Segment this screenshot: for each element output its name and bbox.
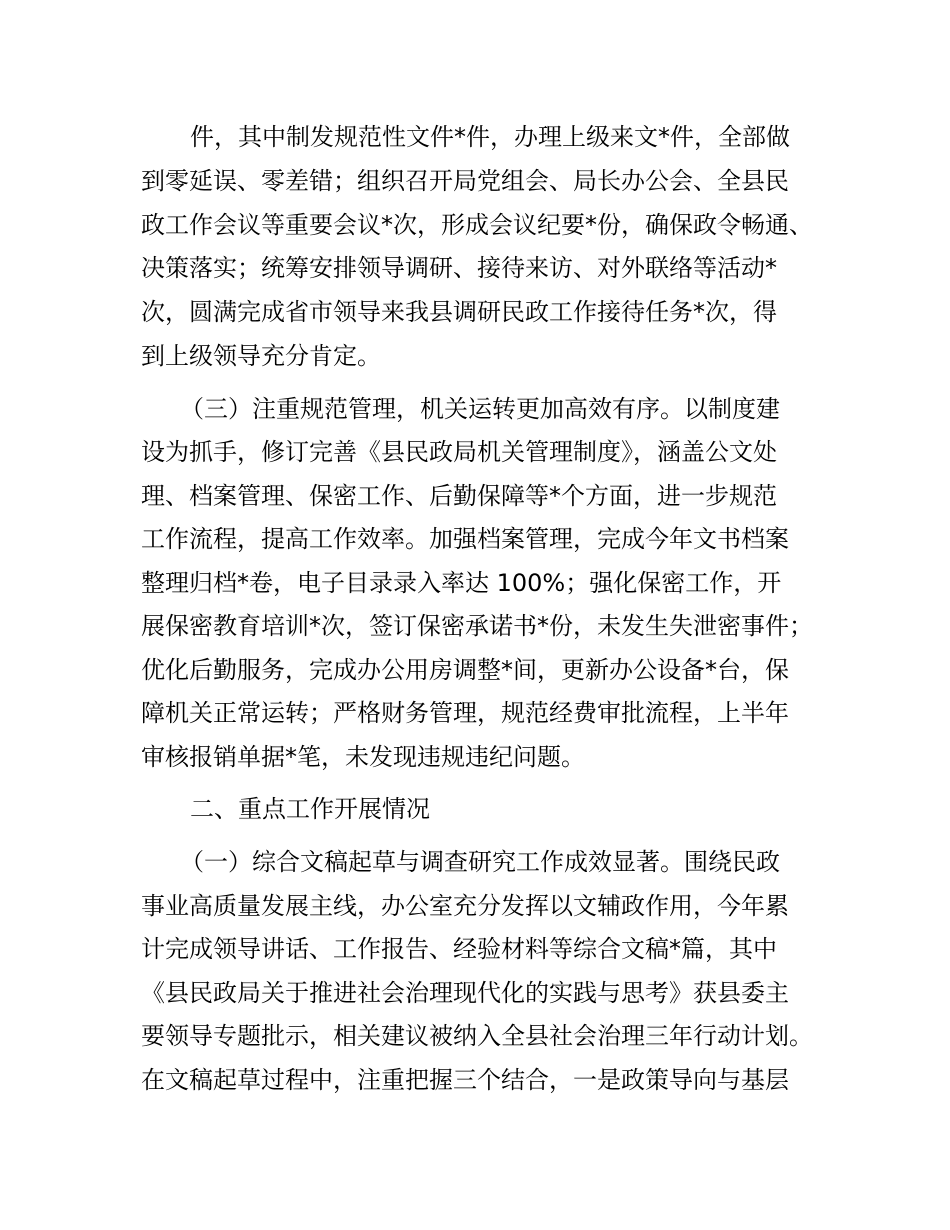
paragraph-line: 要领导专题批示，相关建议被纳入全县社会治理三年行动计划。 <box>141 1022 813 1050</box>
paragraph-line: 《县民政局关于推进社会治理现代化的实践与思考》获县委主 <box>141 979 789 1007</box>
paragraph-line: 事业高质量发展主线，办公室充分发挥以文辅政作用，今年累 <box>141 892 789 920</box>
paragraph-line: 到零延误、零差错；组织召开局党组会、局长办公会、全县民 <box>141 167 789 195</box>
paragraph-line: 工作流程，提高工作效率。加强档案管理，完成今年文书档案 <box>141 525 789 553</box>
paragraph-line: 审核报销单据*笔，未发现违规违纪问题。 <box>141 743 585 771</box>
paragraph-line: 次，圆满完成省市领导来我县调研民政工作接待任务*次，得 <box>141 298 777 326</box>
chapter-heading: 二、重点工作开展情况 <box>190 795 430 823</box>
paragraph-line: 展保密教育培训*次，签订保密承诺书*份，未发生失泄密事件； <box>141 612 813 640</box>
section-heading-line: （三）注重规范管理，机关运转更加高效有序。以制度建 <box>180 395 780 423</box>
section-heading-line: （一）综合文稿起草与调查研究工作成效显著。围绕民政 <box>180 848 780 876</box>
paragraph-line: 政工作会议等重要会议*次，形成会议纪要*份，确保政令畅通、 <box>141 211 813 239</box>
paragraph-line: 计完成领导讲话、工作报告、经验材料等综合文稿*篇，其中 <box>141 935 777 963</box>
paragraph-line: 设为抓手，修订完善《县民政局机关管理制度》，涵盖公文处 <box>141 438 777 466</box>
paragraph-line: 决策落实；统筹安排领导调研、接待来访、对外联络等活动* <box>141 254 777 282</box>
paragraph-line: 障机关正常运转；严格财务管理，规范经费审批流程，上半年 <box>141 699 789 727</box>
paragraph-line: 整理归档*卷，电子目录录入率达 100%；强化保密工作，开 <box>141 569 782 597</box>
paragraph-line: 优化后勤服务，完成办公用房调整*间，更新办公设备*台，保 <box>141 656 789 684</box>
paragraph-line: 理、档案管理、保密工作、后勤保障等*个方面，进一步规范 <box>141 482 777 510</box>
paragraph-line: 在文稿起草过程中，注重把握三个结合，一是政策导向与基层 <box>141 1066 789 1094</box>
paragraph-line: 件，其中制发规范性文件*件，办理上级来文*件，全部做 <box>190 123 790 151</box>
paragraph-line: 到上级领导充分肯定。 <box>141 342 381 370</box>
